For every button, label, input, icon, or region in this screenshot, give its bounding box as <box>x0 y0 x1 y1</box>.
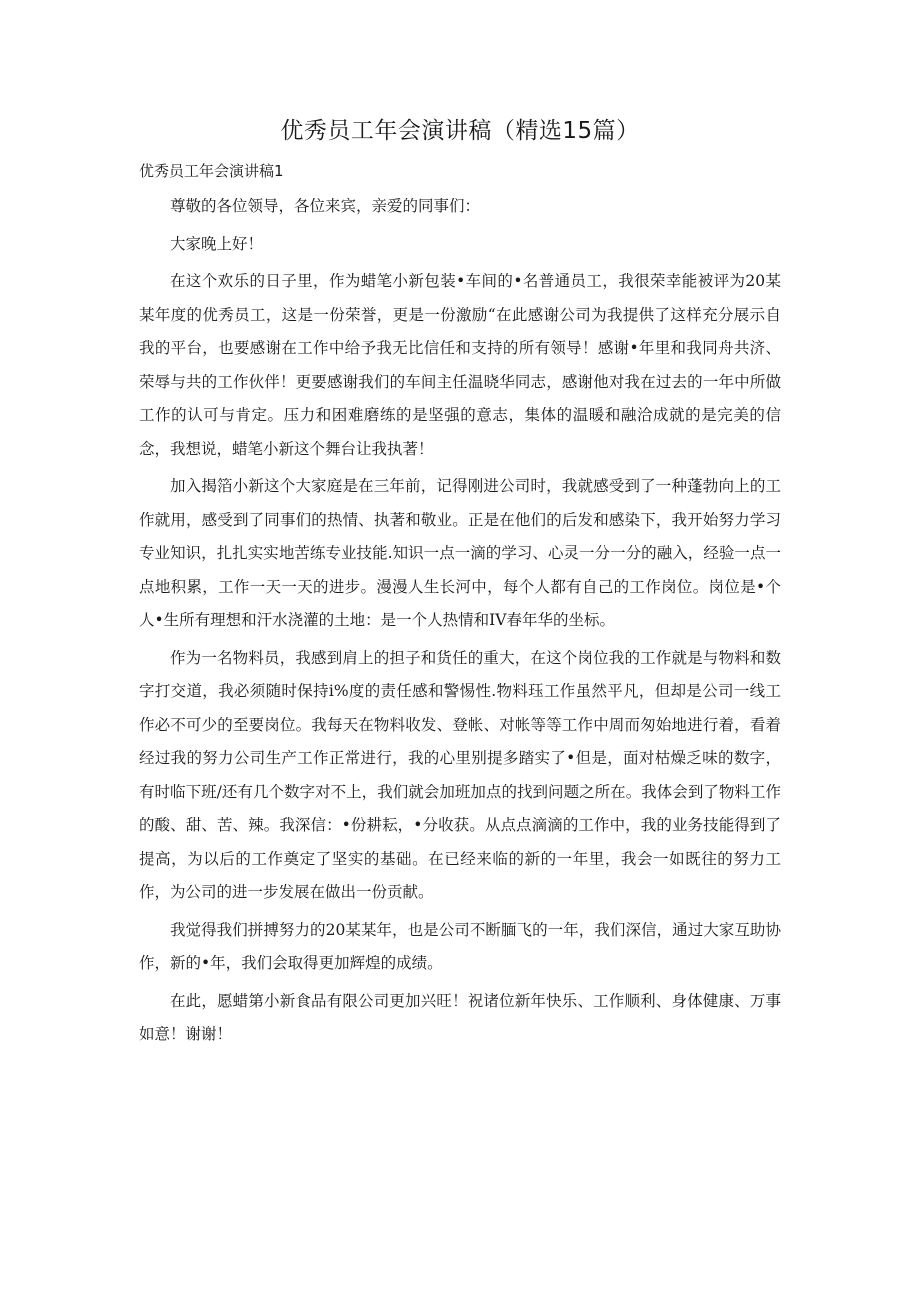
document-body <box>139 190 781 1056</box>
document-title: 优秀员工年会演讲稿（精选15篇） <box>280 118 640 144</box>
paragraph: 作为一名物料员，我感到肩上的担子和货任的重大，在这个岗位我的工作就是与物料和数字打交道，我必须随时保持i%度的责任感和警惕性.物料珏工作虽然平凡，但却是公司一线工作必不可少的至要岗位。我每天在物料收发、登帐、对帐等等工作中周而匆始地进行着，看着经过我的努力公司生产工作正常进行，我的心里别提多踏实了•但是，面对枯燥乏味的数字，有时临下班/还有几个数字对不上，我们就会加班加点的找到问题之所在。我体会到了物料工作的酸、甜、苦、辣。我深信：•份耕耘，•分收获。从点点滴滴的工作中，我的业务技能得到了提高，为以后的工作奠定了坚实的基础。在已经来临的新的一年里，我会一如既往的努力工作，为公司的进一步发展在做出一份贡献。 <box>139 648 781 901</box>
section-title: 优秀员工年会演讲稿1 <box>139 162 284 180</box>
paragraph: 我觉得我们拼搏努力的20某某年，也是公司不断腼飞的一年，我们深信，通过大家互助协作，新的•年，我们会取得更加辉煌的成绩。 <box>139 920 781 972</box>
paragraph: 在这个欢乐的日子里，作为蜡笔小新包装•车间的•名普通员工，我很荣幸能被评为20某某年度的优秀员工，这是一份荣誉，更是一份激励“在此感谢公司为我提供了这样充分展示自我的平台，也要感谢在工作中给予我无比信任和支持的所有领导！感谢•年里和我同舟共济、荣辱与共的工作伙伴！更要感谢我们的车间主任温晓华同志，感谢他对我在过去的一年中所做工作的认可与肯定。压力和困难磨练的是坚强的意志，集体的温暖和融洽成就的是完美的信念，我想说，蜡笔小新这个舞台让我执著！ <box>139 272 781 458</box>
paragraph: 加入揭箔小新这个大家庭是在三年前，记得刚进公司时，我就感受到了一种蓬勃向上的工作就用，感受到了同事们的热情、执著和敬业。正是在他们的后发和感染下，我开始努力学习专业知识，扎扎实实地苦练专业技能.知识一点一滴的学习、心灵一分一分的融入，经验一点一点地积累，工作一天一天的进步。漫漫人生长河中，每个人都有自己的工作岗位。岗位是•个人•生所有理想和汗水浇灌的土地：是一个人热情和IV春年华的坐标。 <box>139 477 781 629</box>
paragraph-salutation: 尊敬的各位领导，各位来宾，亲爱的同事们： <box>170 197 481 215</box>
paragraph-closing: 在此，愿蜡第小新食品有限公司更加兴旺！祝诸位新年快乐、工作顺利、身体健康、万事如意！谢谢！ <box>139 991 781 1043</box>
paragraph-greeting: 大家晚上好！ <box>170 234 264 253</box>
